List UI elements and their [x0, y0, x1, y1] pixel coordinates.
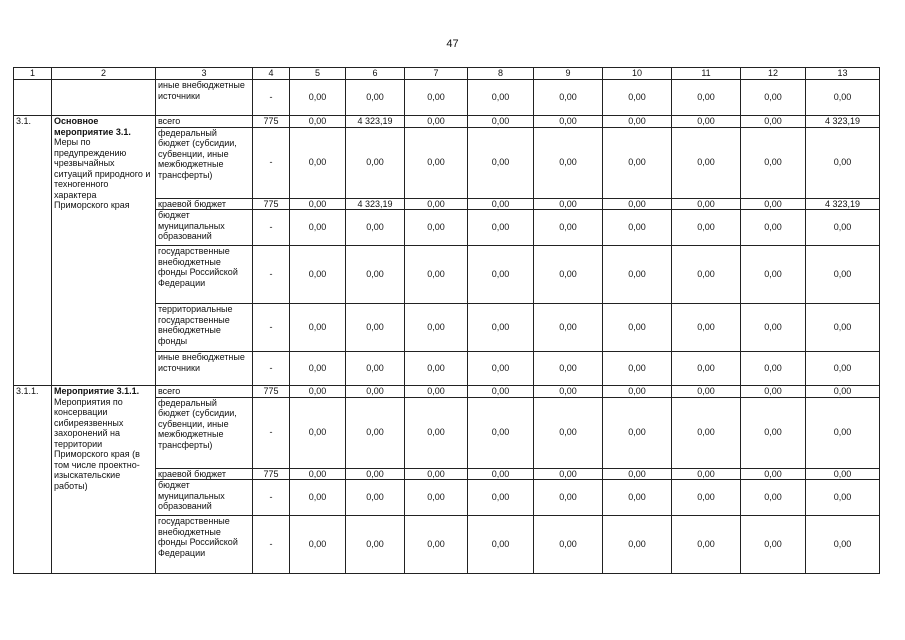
- value-cell: 0,00: [405, 397, 468, 468]
- value-cell: 0,00: [468, 246, 534, 304]
- value-cell: 0,00: [672, 516, 741, 574]
- value-cell: 0,00: [603, 397, 672, 468]
- value-cell: 0,00: [468, 127, 534, 198]
- value-cell: 0,00: [603, 246, 672, 304]
- value-cell: 0,00: [672, 116, 741, 128]
- header-cell: 8: [468, 68, 534, 80]
- value-cell: 0,00: [290, 116, 346, 128]
- value-cell: 0,00: [534, 198, 603, 210]
- header-cell: 1: [14, 68, 52, 80]
- value-cell: 0,00: [806, 246, 880, 304]
- value-cell: 0,00: [346, 246, 405, 304]
- code-cell: -: [253, 246, 290, 304]
- value-cell: 0,00: [534, 480, 603, 516]
- value-cell: 0,00: [603, 468, 672, 480]
- row-number-cell: [14, 80, 52, 116]
- value-cell: 0,00: [468, 80, 534, 116]
- budget-table: [13, 67, 880, 574]
- value-cell: 0,00: [468, 210, 534, 246]
- value-cell: 0,00: [672, 210, 741, 246]
- header-cell: 9: [534, 68, 603, 80]
- funding-source-cell: государственные внебюджетные фонды Российской Федерации: [156, 516, 253, 574]
- measure-description: Меры по предупреждению чрезвычайных ситуаций природного и техногенного характера Приморского края: [54, 137, 151, 210]
- value-cell: 0,00: [468, 397, 534, 468]
- value-cell: 0,00: [290, 397, 346, 468]
- value-cell: 0,00: [405, 80, 468, 116]
- value-cell: 0,00: [534, 468, 603, 480]
- measure-name-cell: [52, 80, 156, 116]
- value-cell: 0,00: [741, 468, 806, 480]
- value-cell: 0,00: [603, 480, 672, 516]
- value-cell: 0,00: [806, 516, 880, 574]
- header-cell: 10: [603, 68, 672, 80]
- value-cell: 0,00: [534, 397, 603, 468]
- value-cell: 0,00: [672, 80, 741, 116]
- value-cell: 0,00: [534, 516, 603, 574]
- value-cell: 0,00: [346, 386, 405, 398]
- value-cell: 0,00: [603, 198, 672, 210]
- code-cell: 775: [253, 386, 290, 398]
- value-cell: 0,00: [290, 304, 346, 352]
- value-cell: 0,00: [534, 116, 603, 128]
- measure-name-cell: [52, 116, 156, 386]
- value-cell: 0,00: [672, 352, 741, 386]
- value-cell: 0,00: [806, 304, 880, 352]
- value-cell: 0,00: [672, 468, 741, 480]
- measure-description: Мероприятия по консервации сибиреязвенных захоронений на территории Приморского края (в том числе проектно-изыскательские работы): [54, 396, 140, 491]
- header-cell: 7: [405, 68, 468, 80]
- value-cell: 0,00: [603, 516, 672, 574]
- value-cell: 0,00: [405, 116, 468, 128]
- value-cell: 0,00: [672, 198, 741, 210]
- value-cell: 0,00: [603, 210, 672, 246]
- code-cell: -: [253, 80, 290, 116]
- value-cell: 0,00: [346, 210, 405, 246]
- value-cell: 0,00: [405, 352, 468, 386]
- table-row: [14, 386, 880, 398]
- value-cell: 0,00: [534, 127, 603, 198]
- table-row: [14, 80, 880, 116]
- header-cell: 6: [346, 68, 405, 80]
- value-cell: 0,00: [741, 116, 806, 128]
- code-cell: 775: [253, 198, 290, 210]
- value-cell: 0,00: [468, 352, 534, 386]
- header-cell: 13: [806, 68, 880, 80]
- value-cell: 0,00: [534, 246, 603, 304]
- header-cell: 5: [290, 68, 346, 80]
- value-cell: 0,00: [346, 468, 405, 480]
- measure-title: Мероприятие 3.1.1.: [54, 386, 140, 396]
- value-cell: 0,00: [603, 304, 672, 352]
- value-cell: 0,00: [405, 480, 468, 516]
- funding-source-cell: всего: [156, 116, 253, 128]
- funding-source-cell: краевой бюджет: [156, 198, 253, 210]
- value-cell: 0,00: [405, 246, 468, 304]
- value-cell: 0,00: [603, 386, 672, 398]
- row-number-cell: 3.1.: [14, 116, 52, 386]
- value-cell: 0,00: [806, 80, 880, 116]
- header-cell: 12: [741, 68, 806, 80]
- value-cell: 0,00: [534, 352, 603, 386]
- value-cell: 0,00: [534, 210, 603, 246]
- value-cell: 0,00: [405, 127, 468, 198]
- funding-source-cell: иные внебюджетные источники: [156, 352, 253, 386]
- header-row: [14, 68, 880, 80]
- funding-source-cell: территориальные государственные внебюджетные фонды: [156, 304, 253, 352]
- value-cell: 4 323,19: [346, 198, 405, 210]
- code-cell: -: [253, 210, 290, 246]
- funding-source-cell: бюджет муниципальных образований: [156, 210, 253, 246]
- value-cell: 0,00: [741, 480, 806, 516]
- code-cell: -: [253, 127, 290, 198]
- value-cell: 0,00: [346, 80, 405, 116]
- value-cell: 0,00: [405, 386, 468, 398]
- value-cell: 0,00: [534, 80, 603, 116]
- value-cell: 0,00: [468, 304, 534, 352]
- value-cell: 0,00: [806, 480, 880, 516]
- value-cell: 0,00: [346, 352, 405, 386]
- value-cell: 0,00: [741, 386, 806, 398]
- value-cell: 0,00: [405, 304, 468, 352]
- page-number: 47: [446, 38, 459, 50]
- value-cell: 0,00: [806, 386, 880, 398]
- value-cell: 0,00: [290, 210, 346, 246]
- value-cell: 0,00: [346, 127, 405, 198]
- funding-source-cell: всего: [156, 386, 253, 398]
- value-cell: 0,00: [741, 516, 806, 574]
- value-cell: 0,00: [290, 352, 346, 386]
- value-cell: 0,00: [741, 246, 806, 304]
- value-cell: 0,00: [290, 386, 346, 398]
- funding-source-cell: государственные внебюджетные фонды Российской Федерации: [156, 246, 253, 304]
- value-cell: 0,00: [741, 210, 806, 246]
- value-cell: 0,00: [603, 352, 672, 386]
- code-cell: 775: [253, 116, 290, 128]
- value-cell: 0,00: [290, 480, 346, 516]
- measure-name-cell: [52, 386, 156, 574]
- value-cell: 0,00: [603, 127, 672, 198]
- value-cell: 0,00: [290, 468, 346, 480]
- code-cell: -: [253, 480, 290, 516]
- table-row: [14, 116, 880, 128]
- value-cell: 0,00: [741, 198, 806, 210]
- value-cell: 0,00: [346, 516, 405, 574]
- value-cell: 0,00: [741, 127, 806, 198]
- value-cell: 0,00: [405, 210, 468, 246]
- value-cell: 0,00: [534, 386, 603, 398]
- value-cell: 0,00: [534, 304, 603, 352]
- value-cell: 0,00: [672, 480, 741, 516]
- value-cell: 0,00: [806, 352, 880, 386]
- value-cell: 0,00: [672, 397, 741, 468]
- measure-title: Основное мероприятие 3.1.: [54, 116, 131, 137]
- funding-source-cell: иные внебюджетные источники: [156, 80, 253, 116]
- value-cell: 0,00: [468, 516, 534, 574]
- code-cell: 775: [253, 468, 290, 480]
- value-cell: 0,00: [672, 127, 741, 198]
- value-cell: 4 323,19: [806, 198, 880, 210]
- value-cell: 0,00: [741, 352, 806, 386]
- value-cell: 0,00: [290, 127, 346, 198]
- value-cell: 0,00: [672, 304, 741, 352]
- value-cell: 0,00: [806, 210, 880, 246]
- value-cell: 0,00: [741, 397, 806, 468]
- header-cell: 2: [52, 68, 156, 80]
- value-cell: 0,00: [603, 116, 672, 128]
- value-cell: 0,00: [672, 386, 741, 398]
- value-cell: 0,00: [741, 80, 806, 116]
- value-cell: 0,00: [468, 116, 534, 128]
- value-cell: 4 323,19: [806, 116, 880, 128]
- header-cell: 4: [253, 68, 290, 80]
- header-cell: 3: [156, 68, 253, 80]
- value-cell: 0,00: [290, 246, 346, 304]
- value-cell: 0,00: [405, 516, 468, 574]
- value-cell: 0,00: [806, 468, 880, 480]
- code-cell: -: [253, 304, 290, 352]
- value-cell: 0,00: [672, 246, 741, 304]
- value-cell: 0,00: [346, 480, 405, 516]
- value-cell: 0,00: [741, 304, 806, 352]
- row-number-cell: 3.1.1.: [14, 386, 52, 574]
- value-cell: 0,00: [468, 198, 534, 210]
- value-cell: 0,00: [346, 397, 405, 468]
- value-cell: 0,00: [290, 516, 346, 574]
- value-cell: 0,00: [806, 397, 880, 468]
- value-cell: 4 323,19: [346, 116, 405, 128]
- header-cell: 11: [672, 68, 741, 80]
- value-cell: 0,00: [405, 468, 468, 480]
- funding-source-cell: бюджет муниципальных образований: [156, 480, 253, 516]
- value-cell: 0,00: [806, 127, 880, 198]
- code-cell: -: [253, 516, 290, 574]
- value-cell: 0,00: [468, 386, 534, 398]
- value-cell: 0,00: [468, 480, 534, 516]
- value-cell: 0,00: [603, 80, 672, 116]
- funding-source-cell: федеральный бюджет (субсидии, субвенции, иные межбюджетные трансферты): [156, 397, 253, 468]
- value-cell: 0,00: [290, 80, 346, 116]
- value-cell: 0,00: [468, 468, 534, 480]
- code-cell: -: [253, 397, 290, 468]
- funding-source-cell: краевой бюджет: [156, 468, 253, 480]
- value-cell: 0,00: [405, 198, 468, 210]
- value-cell: 0,00: [290, 198, 346, 210]
- code-cell: -: [253, 352, 290, 386]
- funding-source-cell: федеральный бюджет (субсидии, субвенции, иные межбюджетные трансферты): [156, 127, 253, 198]
- value-cell: 0,00: [346, 304, 405, 352]
